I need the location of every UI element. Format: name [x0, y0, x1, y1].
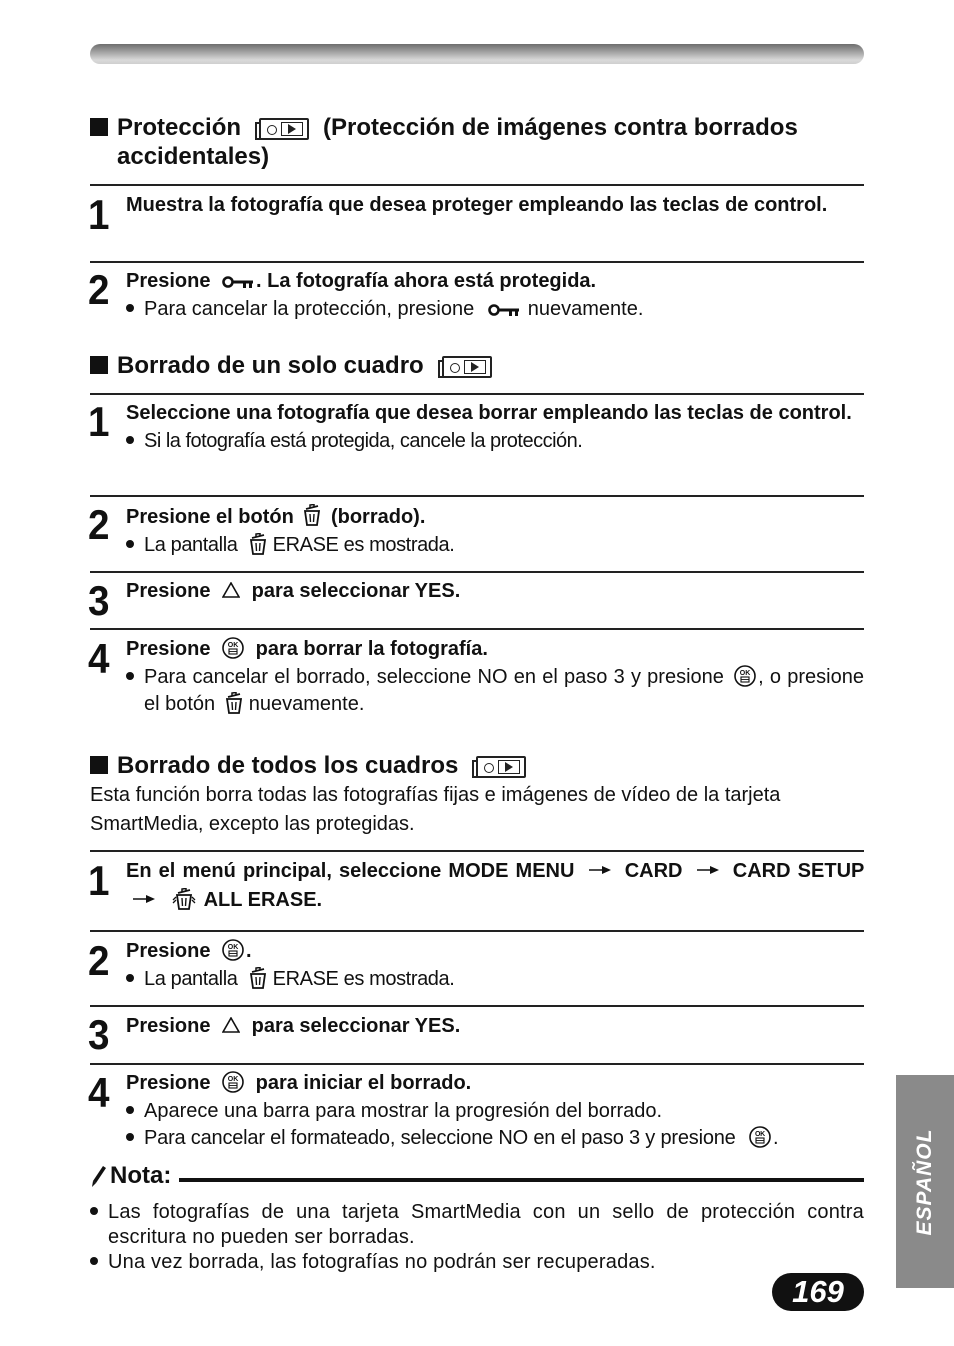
step-number: 2: [88, 937, 108, 984]
step-number: 3: [88, 1011, 108, 1058]
ok-button-icon: [222, 637, 244, 659]
note-rule: [179, 1178, 864, 1182]
step-body: [126, 635, 864, 718]
bullet-square-icon: [90, 118, 108, 136]
divider: [90, 850, 864, 852]
note-label: Nota:: [110, 1162, 172, 1189]
right-arrow-icon: [588, 865, 612, 875]
erase-all-trash-icon: [172, 888, 196, 910]
step-body: [126, 577, 864, 606]
right-arrow-icon: [132, 894, 156, 904]
protect-key-icon: [222, 275, 254, 289]
bullet-item: La pantalla ERASE es mostrada.: [126, 532, 864, 559]
step-text: Presione .: [126, 940, 252, 962]
heading-title: Borrado de un solo cuadro: [117, 352, 424, 379]
playback-mode-icon: [259, 118, 309, 140]
step-number: 2: [88, 266, 108, 313]
erase-trash-icon: [225, 692, 243, 714]
note-header: [90, 1162, 864, 1190]
divider: [90, 1063, 864, 1065]
bullet-item: La pantalla ERASE es mostrada.: [126, 966, 864, 993]
section-intro: Esta función borra todas las fotografías fijas e imágenes de vídeo de la tarjeta SmartMedia, excepto las protegidas.: [90, 784, 781, 835]
erase-trash-icon: [249, 533, 267, 555]
step-text: Presione el botón (borrado).: [126, 503, 864, 532]
step-number: 1: [88, 398, 108, 445]
heading-subtitle-line2: accidentales): [117, 143, 270, 170]
heading-title: Protección: [117, 114, 242, 141]
section-heading-protection: [90, 113, 864, 171]
step-text: Presione para seleccionar YES.: [126, 1015, 461, 1037]
heading-subtitle: (Protección de imágenes contra borrados: [323, 114, 798, 141]
language-side-tab: [896, 1075, 954, 1288]
divider: [90, 495, 864, 497]
divider: [90, 393, 864, 395]
divider: [90, 184, 864, 186]
up-arrow-triangle-icon: [222, 582, 240, 598]
step-text: Presione para borrar la fotografía.: [126, 638, 488, 660]
erase-trash-icon: [249, 967, 267, 989]
language-tab-label: ESPAÑOL: [913, 1128, 936, 1235]
step-body: [126, 937, 864, 993]
divider: [90, 628, 864, 630]
step-number: 2: [88, 501, 108, 548]
page-number: 169: [772, 1273, 864, 1311]
ok-button-icon: [222, 1071, 244, 1093]
section-heading-single-erase: [90, 351, 506, 380]
section-heading-all-erase: [90, 751, 540, 780]
step-body: [126, 1069, 864, 1152]
step-number: 1: [88, 857, 108, 904]
step-text: En el menú principal, seleccione MODE MENU CARD CARD SETUP ALL ERASE.: [126, 860, 865, 911]
right-arrow-icon: [696, 865, 720, 875]
up-arrow-triangle-icon: [222, 1017, 240, 1033]
note-item: Las fotografías de una tarjeta SmartMedia con un sello de protección contra escritura no pueden ser borradas.: [90, 1200, 864, 1250]
ok-button-icon: [734, 665, 756, 687]
step-number: 4: [88, 1069, 108, 1116]
ok-button-icon: [749, 1126, 771, 1148]
bullet-square-icon: [90, 756, 108, 774]
step-number: 4: [88, 635, 108, 682]
bullet-item: Aparece una barra para mostrar la progresión del borrado.: [126, 1098, 864, 1125]
step-body: [126, 191, 864, 220]
protect-key-icon: [488, 303, 520, 317]
step-body: [126, 399, 864, 455]
divider: [90, 571, 864, 573]
step-text: Seleccione una fotografía que desea borrar empleando las teclas de control.: [126, 402, 852, 424]
bullet-item: Para cancelar el borrado, seleccione NO en el paso 3 y presione , o presione el botón nuevamente.: [126, 664, 864, 718]
erase-trash-icon: [303, 504, 321, 526]
playback-mode-icon: [442, 356, 492, 378]
step-text: Presione para iniciar el borrado.: [126, 1072, 472, 1094]
bullet-item: Para cancelar el formateado, seleccione NO en el paso 3 y presione .: [126, 1125, 864, 1152]
note-item: Una vez borrada, las fotografías no podrán ser recuperadas.: [90, 1250, 864, 1275]
playback-mode-icon: [476, 756, 526, 778]
top-decorative-bar: [90, 44, 864, 64]
step-number: 1: [88, 191, 108, 238]
step-number: 3: [88, 577, 108, 624]
divider: [90, 1005, 864, 1007]
step-text: Presione . La fotografía ahora está protegida.: [126, 270, 597, 292]
bullet-item: Si la fotografía está protegida, cancele la protección.: [126, 428, 864, 455]
step-body: [126, 503, 864, 559]
step-body: [126, 857, 864, 915]
bullet-square-icon: [90, 356, 108, 374]
pencil-icon: [90, 1164, 108, 1188]
step-text: Muestra la fotografía que desea proteger empleando las teclas de control.: [126, 194, 828, 216]
step-body: [126, 267, 864, 323]
ok-button-icon: [222, 939, 244, 961]
divider: [90, 261, 864, 263]
bullet-item: Para cancelar la protección, presione nuevamente.: [126, 296, 864, 323]
heading-title: Borrado de todos los cuadros: [117, 752, 459, 779]
step-text: Presione para seleccionar YES.: [126, 580, 461, 602]
note-list: [90, 1200, 864, 1275]
step-body: [126, 1012, 864, 1041]
divider: [90, 930, 864, 932]
